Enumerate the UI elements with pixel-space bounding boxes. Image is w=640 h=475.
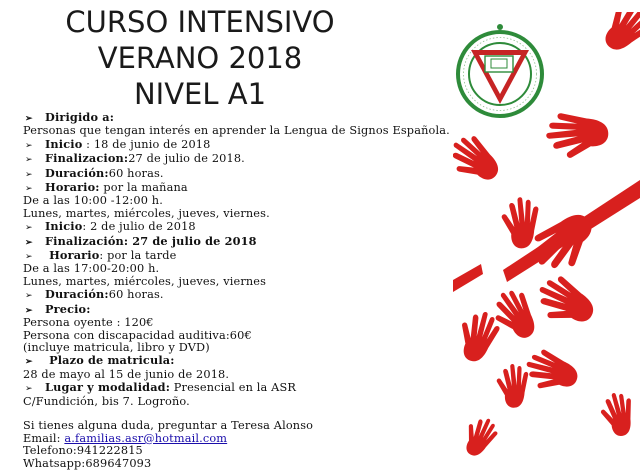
course-title (0, 4, 400, 112)
precio-discapacidad: Persona con discapacidad auditiva:60€ (23, 328, 252, 342)
inicio-value: : 2 de julio de 2018 (82, 220, 196, 234)
fin-value: 27 de julio de 2018. (128, 152, 245, 166)
precio-incluye: (incluye matricula, libro y DVD) (23, 340, 210, 354)
red-hands-illustration (453, 12, 640, 475)
dirigido-row (23, 111, 453, 125)
precio-label: Precio: (45, 301, 91, 316)
horario-label: Horario (45, 248, 100, 263)
turno2-fin-row (23, 235, 453, 249)
plazo-label: Plazo de matricula: (45, 353, 175, 368)
turno1-horas: De a las 10:00 -12:00 h. (23, 194, 163, 208)
horario-label: Horario: (45, 180, 100, 195)
duracion-value: 60 horas. (108, 288, 164, 302)
course-info (23, 111, 453, 470)
inicio-value: : 18 de junio de 2018 (82, 137, 211, 151)
precio-oyente: Persona oyente : 120€ (23, 316, 154, 330)
plazo-row (23, 354, 453, 368)
arrowhead-bullet-icon (23, 154, 45, 166)
fin-label: Finalización: 27 de julio de 2018 (45, 233, 257, 248)
horario-value: por la mañana (99, 181, 188, 195)
turno1-duracion-row (23, 167, 453, 181)
turno1-horario-row (23, 181, 453, 195)
arrowhead-bullet-icon (23, 383, 45, 395)
arrowhead-bullet-icon (23, 290, 45, 302)
fin-label: Finalizacion: (45, 151, 129, 166)
precio-row (23, 303, 453, 317)
turno1-dias: Lunes, martes, miércoles, jueves, viernes. (23, 206, 270, 220)
direccion: C/Fundición, bis 7. Logroño. (23, 394, 190, 408)
arrowhead-bullet-icon (23, 140, 45, 152)
telefono: Telefono:941222815 (23, 444, 143, 458)
arrowhead-bullet-icon (23, 222, 45, 234)
arrowhead-bullet-icon (23, 169, 45, 181)
whatsapp: Whatsapp:689647093 (23, 456, 152, 470)
title-line-3: NIVEL A1 (133, 77, 267, 111)
turno2-inicio-row (23, 220, 453, 234)
turno1-inicio-row (23, 138, 453, 152)
inicio-label: Inicio (45, 136, 83, 151)
dirigido-label: Dirigido a: (45, 110, 115, 124)
turno2-horario-row (23, 249, 453, 263)
lugar-value: Presencial en la ASR (170, 381, 297, 395)
horario-value: : por la tarde (99, 249, 177, 263)
turno2-duracion-row (23, 288, 453, 302)
lugar-row (23, 381, 453, 395)
duracion-label: Duración: (45, 287, 109, 302)
arrowhead-bullet-icon (23, 356, 45, 368)
inicio-label: Inicio (45, 219, 83, 234)
association-logo (458, 24, 542, 116)
email-label: Email: (23, 431, 65, 445)
title-line-2: VERANO 2018 (97, 41, 303, 75)
lugar-label: Lugar y modalidad: (45, 380, 171, 395)
turno1-fin-row (23, 152, 453, 166)
duracion-label: Duración: (45, 165, 109, 180)
title-line-1: CURSO INTENSIVO (65, 5, 335, 39)
duracion-value: 60 horas. (108, 166, 164, 180)
plazo-value: 28 de mayo al 15 de junio de 2018. (23, 367, 230, 381)
contact-intro: Si tienes alguna duda, preguntar a Teresa Alonso (23, 419, 314, 433)
turno2-dias: Lunes, martes, miércoles, jueves, viernes (23, 274, 267, 288)
email-link[interactable]: a.familias.asr@hotmail.com (64, 431, 228, 445)
dirigido-text: Personas que tengan interés en aprender la Lengua de Signos Española. (23, 124, 450, 138)
arrowhead-bullet-icon (23, 237, 45, 249)
turno2-horas: De a las 17:00-20:00 h. (23, 262, 160, 276)
